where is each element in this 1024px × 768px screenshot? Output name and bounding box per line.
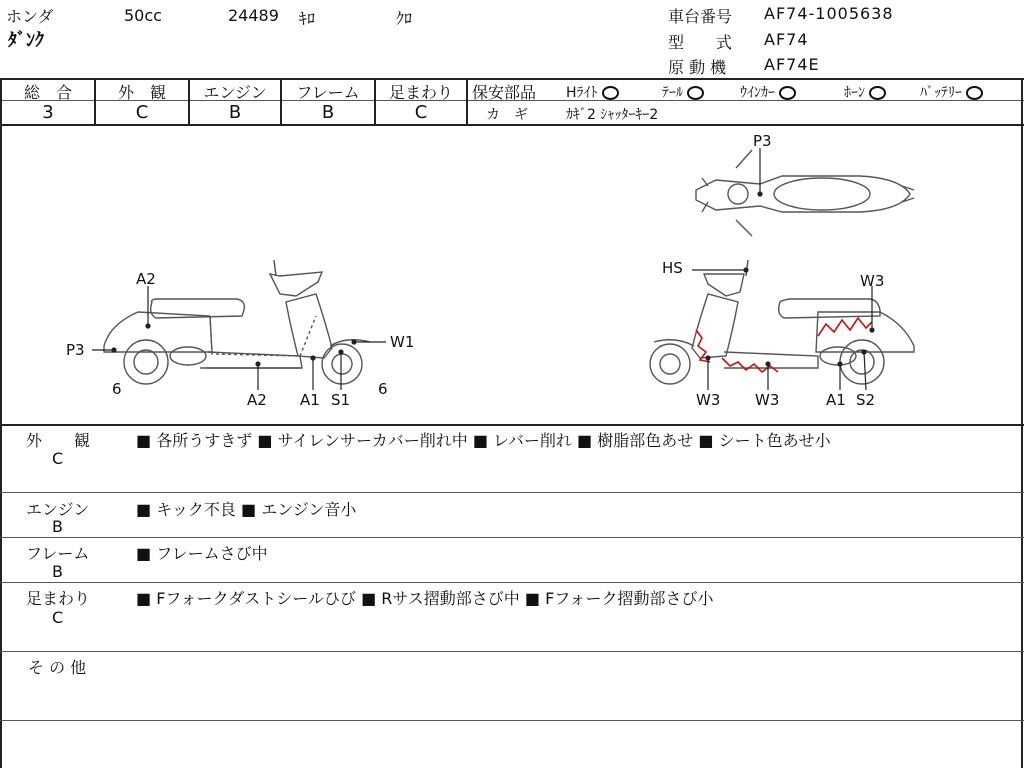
bullet-icon: ■: [361, 589, 377, 608]
color: ｸﾛ: [396, 9, 413, 28]
label-a2-bottom: A2: [247, 391, 267, 409]
label-a2-top: A2: [136, 270, 156, 288]
safety-horn: [844, 82, 886, 102]
bullet-icon: ■: [136, 544, 152, 563]
section-label: エンジン: [26, 500, 90, 519]
section-grade: C: [52, 449, 64, 468]
frame-no: AF74-1005638: [764, 4, 894, 23]
displacement: 50cc: [124, 6, 162, 25]
remark-item: キック不良: [156, 500, 236, 519]
safety-label: 保安部品: [472, 83, 537, 102]
mileage: 24489: [228, 6, 279, 25]
remark-item: エンジン音小: [261, 500, 357, 519]
keys-value: ｶｷﾞ2 ｼｬｯﾀｰｷｰ2: [566, 107, 659, 123]
remark-item: フレームさび中: [156, 544, 268, 563]
section-label: 外 観: [26, 431, 91, 450]
label-s1: S1: [331, 391, 351, 409]
type-value: AF74: [764, 30, 809, 49]
frame-no-label: 車台番号: [668, 7, 733, 26]
section-grade: C: [52, 608, 64, 627]
bullet-icon: ■: [698, 431, 714, 450]
ok-circle-icon: [687, 86, 704, 100]
grade-value-overall: 3: [42, 102, 54, 123]
safety-tail: [662, 82, 704, 102]
remark-item: 樹脂部色あせ: [597, 431, 694, 450]
label-w3-mid: W3: [755, 391, 780, 409]
grade-label-overall: 総 合: [23, 83, 72, 102]
label-w3-top: W3: [860, 272, 885, 290]
grade-value-frame: B: [321, 102, 335, 123]
section-items: [136, 497, 356, 520]
remark-item: Rサス摺動部さび中: [381, 589, 520, 608]
safety-tail-name: ﾃｰﾙ: [662, 85, 683, 101]
bullet-icon: ■: [472, 431, 488, 450]
top-view-scooter: [696, 150, 914, 236]
bullet-icon: ■: [136, 589, 152, 608]
section-items: [136, 586, 714, 609]
grade-label-engine: エンジン: [203, 83, 267, 102]
section-items: [136, 428, 831, 451]
bullet-icon: ■: [136, 431, 152, 450]
safety-battery: [920, 82, 983, 102]
grade-value-suspension: C: [414, 102, 428, 123]
section-grade: B: [52, 562, 63, 581]
label-w3-left: W3: [696, 391, 721, 409]
grade-label-exterior: 外 観: [117, 83, 166, 102]
scooter-diagrams: [0, 124, 1024, 424]
safety-battery-name: ﾊﾞｯﾃﾘｰ: [920, 85, 962, 101]
label-hs: HS: [662, 259, 683, 277]
engine-value: AF74E: [764, 55, 820, 74]
ok-circle-icon: [779, 86, 796, 100]
section-label: 足まわり: [26, 589, 91, 608]
label-w1: W1: [390, 333, 415, 351]
label-p3-left: P3: [66, 341, 85, 359]
bullet-icon: ■: [241, 500, 257, 519]
model-name: ﾀﾞﾝｸ: [8, 30, 44, 51]
keys-label: カ ギ: [486, 107, 528, 123]
safety-headlight-name: Hﾗｲﾄ: [566, 85, 598, 101]
grade-value-engine: B: [228, 102, 242, 123]
maker: ホンダ: [6, 7, 54, 26]
section-label: フレーム: [26, 544, 90, 563]
safety-winker: [740, 82, 796, 102]
grade-label-suspension: 足まわり: [388, 83, 453, 102]
ok-circle-icon: [966, 86, 983, 100]
ok-circle-icon: [602, 86, 619, 100]
label-6-right: 6: [378, 380, 388, 398]
bullet-icon: ■: [136, 500, 152, 519]
label-s2: S2: [856, 391, 876, 409]
remark-item: Fフォーク摺動部さび小: [545, 589, 714, 608]
remark-item: 各所うすきず: [156, 431, 253, 450]
remark-item: Fフォークダストシールひび: [156, 589, 356, 608]
grade-value-exterior: C: [135, 102, 149, 123]
remark-item: サイレンサーカバー削れ中: [277, 431, 468, 450]
section-label: そ の 他: [28, 658, 87, 677]
safety-winker-name: ｳｲﾝｶｰ: [740, 85, 775, 101]
bullet-icon: ■: [257, 431, 273, 450]
safety-headlight: [566, 82, 619, 102]
section-items: [136, 541, 268, 564]
bullet-icon: ■: [577, 431, 593, 450]
mileage-unit: ｷﾛ: [299, 9, 316, 28]
engine-label: 原 動 機: [668, 58, 727, 77]
type-label: 型 式: [668, 33, 733, 52]
ok-circle-icon: [869, 86, 886, 100]
section-grade: B: [52, 517, 63, 536]
label-a1-right: A1: [826, 391, 846, 409]
safety-horn-name: ﾎｰﾝ: [844, 85, 865, 101]
label-p3-top: P3: [753, 132, 772, 150]
label-a1-left: A1: [300, 391, 320, 409]
bullet-icon: ■: [524, 589, 540, 608]
grade-label-frame: フレーム: [296, 83, 360, 102]
remark-item: シート色あせ小: [718, 431, 831, 450]
label-6-left: 6: [112, 380, 122, 398]
remark-item: レバー削れ: [493, 431, 572, 450]
